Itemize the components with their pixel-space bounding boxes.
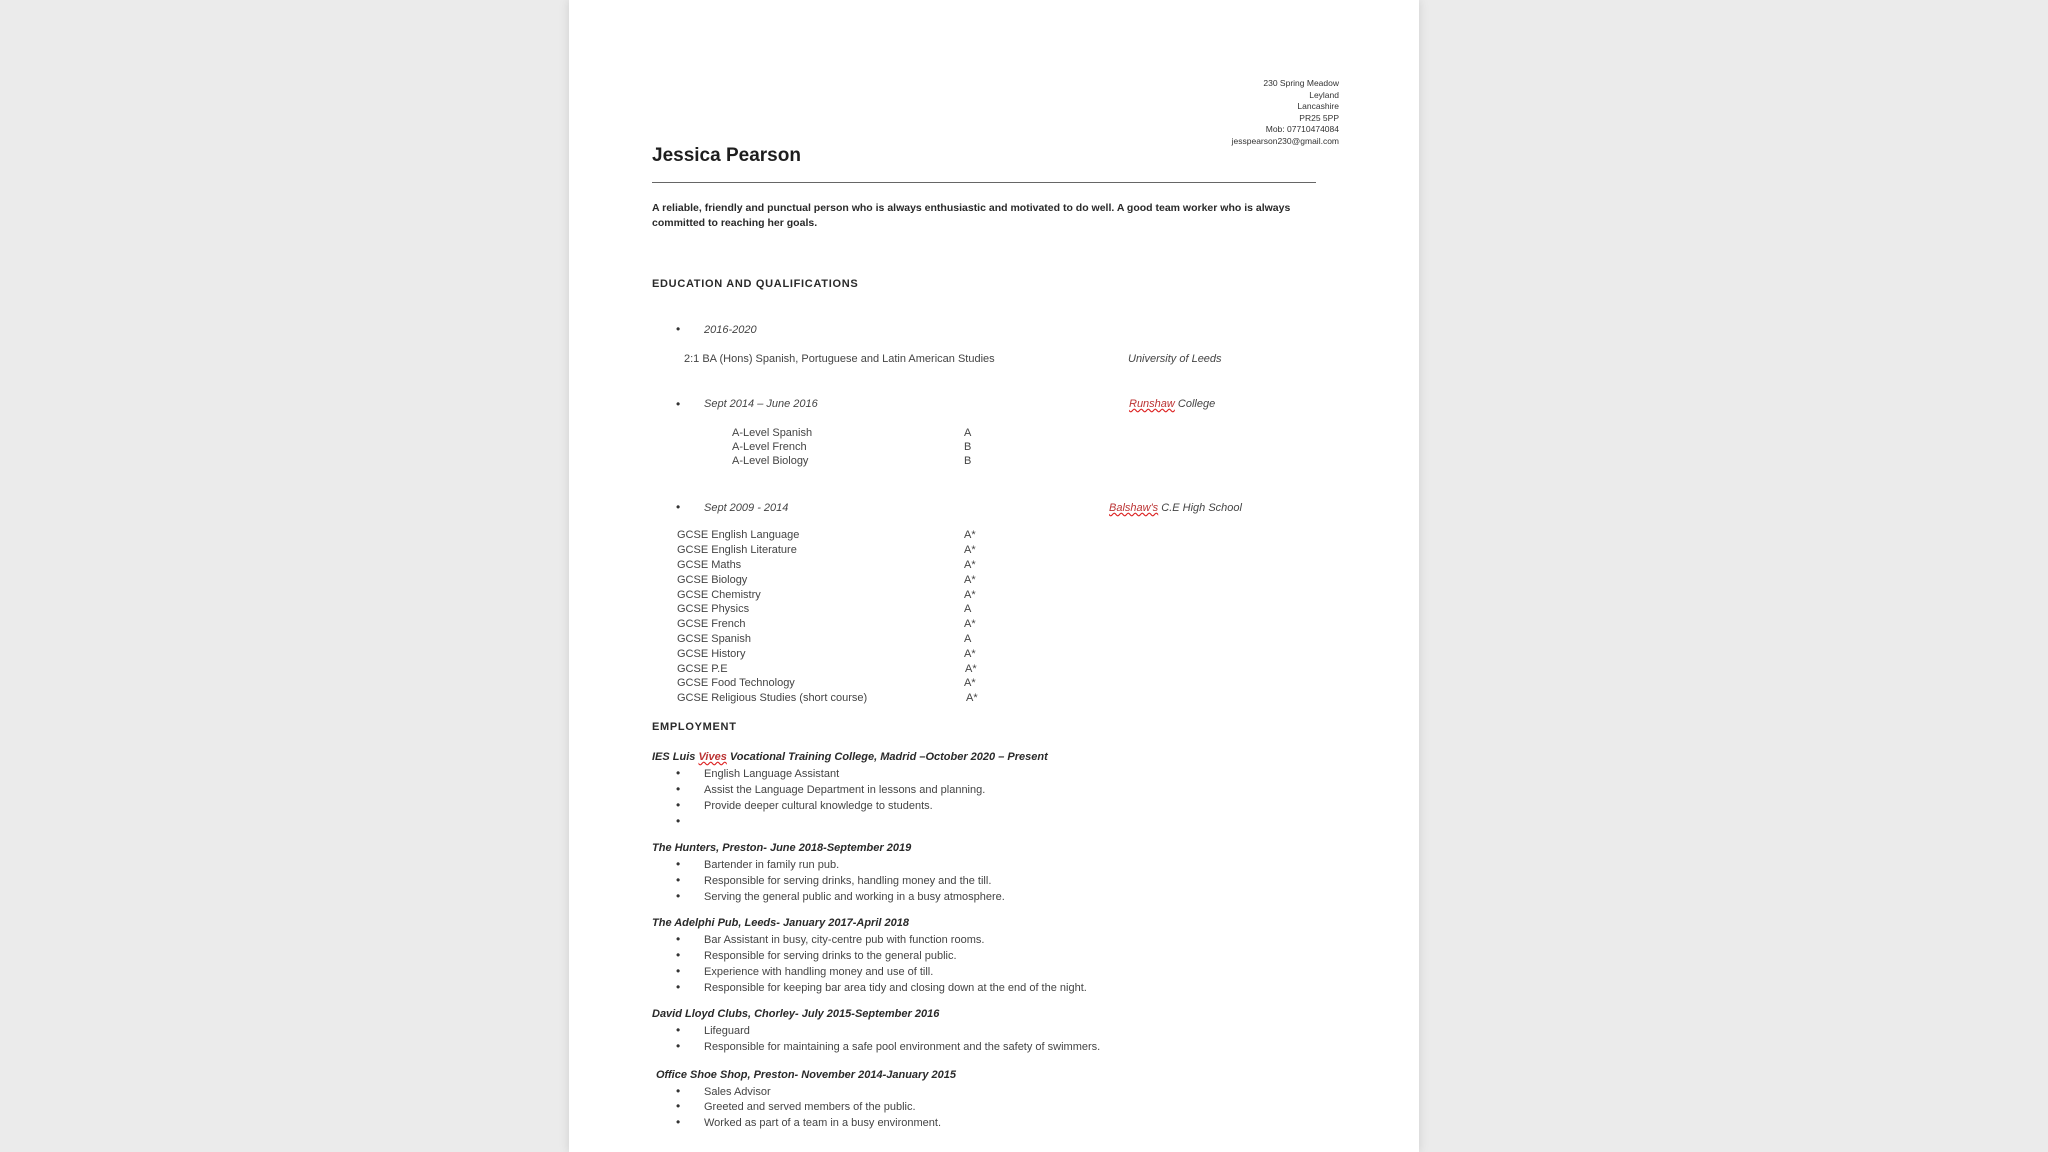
job-duty: Provide deeper cultural knowledge to students. xyxy=(704,800,933,812)
subject: GCSE Spanish xyxy=(677,633,751,645)
job-title-part: IES Luis xyxy=(652,751,699,763)
grade: B xyxy=(964,441,972,453)
college-dates: Sept 2014 – June 2016 xyxy=(704,398,818,410)
bullet: • xyxy=(676,964,681,978)
bullet: • xyxy=(676,814,681,828)
job-title: Office Shoe Shop, Preston- November 2014-January 2015 xyxy=(656,1069,956,1081)
bullet: • xyxy=(676,1115,681,1129)
job-duty: Worked as part of a team in a busy environment. xyxy=(704,1117,942,1129)
bullet: • xyxy=(676,1039,681,1053)
job-duty: English Language Assistant xyxy=(704,768,840,780)
job-title xyxy=(652,751,1048,763)
job-duty: Sales Advisor xyxy=(704,1086,771,1098)
job-duty: Experience with handling money and use of till. xyxy=(704,966,934,978)
subject: GCSE P.E xyxy=(677,663,728,675)
bullet: • xyxy=(676,932,681,946)
address-line: Leyland xyxy=(1309,89,1339,100)
address-line: 230 Spring Meadow xyxy=(1263,78,1339,88)
grade: A* xyxy=(965,663,977,675)
job-title: The Adelphi Pub, Leeds- January 2017-April 2018 xyxy=(652,917,909,929)
grade: A* xyxy=(964,544,976,556)
job-duty: Responsible for serving drinks to the general public. xyxy=(704,950,957,962)
job-duty: Responsible for keeping bar area tidy and closing down at the end of the night. xyxy=(704,982,1087,994)
school-name-rest: C.E High School xyxy=(1158,502,1242,514)
subject: GCSE English Language xyxy=(677,529,800,541)
university-dates: 2016-2020 xyxy=(704,324,757,336)
bullet: • xyxy=(676,322,681,336)
bullet: • xyxy=(676,1084,681,1098)
bullet: • xyxy=(676,782,681,796)
phone-line: Mob: 07710474084 xyxy=(1265,124,1339,135)
subject: GCSE Food Technology xyxy=(677,677,795,689)
job-duty: Bar Assistant in busy, city-centre pub with function rooms. xyxy=(704,934,985,946)
bullet: • xyxy=(676,1099,681,1113)
subject: GCSE Chemistry xyxy=(677,589,761,601)
bullet: • xyxy=(676,798,681,812)
grade: A* xyxy=(964,648,976,660)
job-duty: Lifeguard xyxy=(704,1025,750,1037)
grade: A* xyxy=(964,618,976,630)
job-duty: Responsible for serving drinks, handling money and the till. xyxy=(704,875,992,887)
subject: GCSE Maths xyxy=(677,559,742,571)
grade: B xyxy=(964,455,972,467)
bullet: • xyxy=(676,397,681,411)
candidate-name: Jessica Pearson xyxy=(652,145,801,166)
university-degree: 2:1 BA (Hons) Spanish, Portuguese and Latin American Studies xyxy=(684,353,995,365)
address-line: PR25 5PP xyxy=(1299,112,1339,123)
bullet: • xyxy=(676,766,681,780)
job-duty: Serving the general public and working in a busy atmosphere. xyxy=(704,891,1005,903)
grade: A* xyxy=(964,677,976,689)
subject: GCSE English Literature xyxy=(677,544,797,556)
subject: A-Level French xyxy=(732,441,807,453)
grade: A* xyxy=(964,574,976,586)
cv-page xyxy=(569,0,1419,1152)
subject: GCSE Physics xyxy=(677,603,750,615)
job-title: David Lloyd Clubs, Chorley- July 2015-September 2016 xyxy=(652,1008,940,1020)
bullet: • xyxy=(676,873,681,887)
email-line: jesspearson230@gmail.com xyxy=(1231,135,1339,146)
address-line: Lancashire xyxy=(1297,101,1339,112)
college-name-rest: College xyxy=(1174,398,1216,410)
school-dates: Sept 2009 - 2014 xyxy=(704,502,789,514)
bullet: • xyxy=(676,857,681,871)
grade: A* xyxy=(964,589,976,601)
contact-address-block xyxy=(1232,78,1339,148)
bullet: • xyxy=(676,1023,681,1037)
job-duty: Responsible for maintaining a safe pool environment and the safety of swimmers. xyxy=(704,1041,1101,1053)
grade: A* xyxy=(964,559,976,571)
grade: A* xyxy=(966,692,978,704)
header-divider xyxy=(652,182,1316,183)
personal-summary: A reliable, friendly and punctual person who is always enthusiastic and motivated to do well. A good team worker who is always committed to reaching her goals. xyxy=(652,202,1291,229)
subject: GCSE French xyxy=(677,618,746,630)
bullet: • xyxy=(676,948,681,962)
job-duty: Bartender in family run pub. xyxy=(704,859,840,871)
grade: A xyxy=(964,633,972,645)
spellcheck-word: Balshaw's xyxy=(1109,502,1159,514)
grade: A* xyxy=(964,529,976,541)
bullet: • xyxy=(676,889,681,903)
grade: A xyxy=(964,603,972,615)
subject: A-Level Biology xyxy=(732,455,809,467)
spellcheck-word: Vives xyxy=(698,751,727,763)
bullet: • xyxy=(676,980,681,994)
university-name: University of Leeds xyxy=(1128,353,1222,365)
subject: GCSE Biology xyxy=(677,574,748,586)
job-duty: Greeted and served members of the public. xyxy=(704,1101,916,1113)
spellcheck-word: Runshaw xyxy=(1129,398,1175,410)
job-title-part: Vocational Training College, Madrid –October 2020 – Present xyxy=(726,751,1048,763)
subject: GCSE History xyxy=(677,648,746,660)
school-name xyxy=(1109,502,1242,514)
subject: A-Level Spanish xyxy=(732,427,813,439)
education-heading: EDUCATION AND QUALIFICATIONS xyxy=(652,278,859,290)
employment-heading: EMPLOYMENT xyxy=(652,721,737,733)
college-name xyxy=(1129,398,1215,410)
subject: GCSE Religious Studies (short course) xyxy=(677,692,868,704)
grade: A xyxy=(964,427,972,439)
job-title: The Hunters, Preston- June 2018-September 2019 xyxy=(652,842,912,854)
job-duty: Assist the Language Department in lessons and planning. xyxy=(704,784,986,796)
bullet: • xyxy=(676,500,681,514)
